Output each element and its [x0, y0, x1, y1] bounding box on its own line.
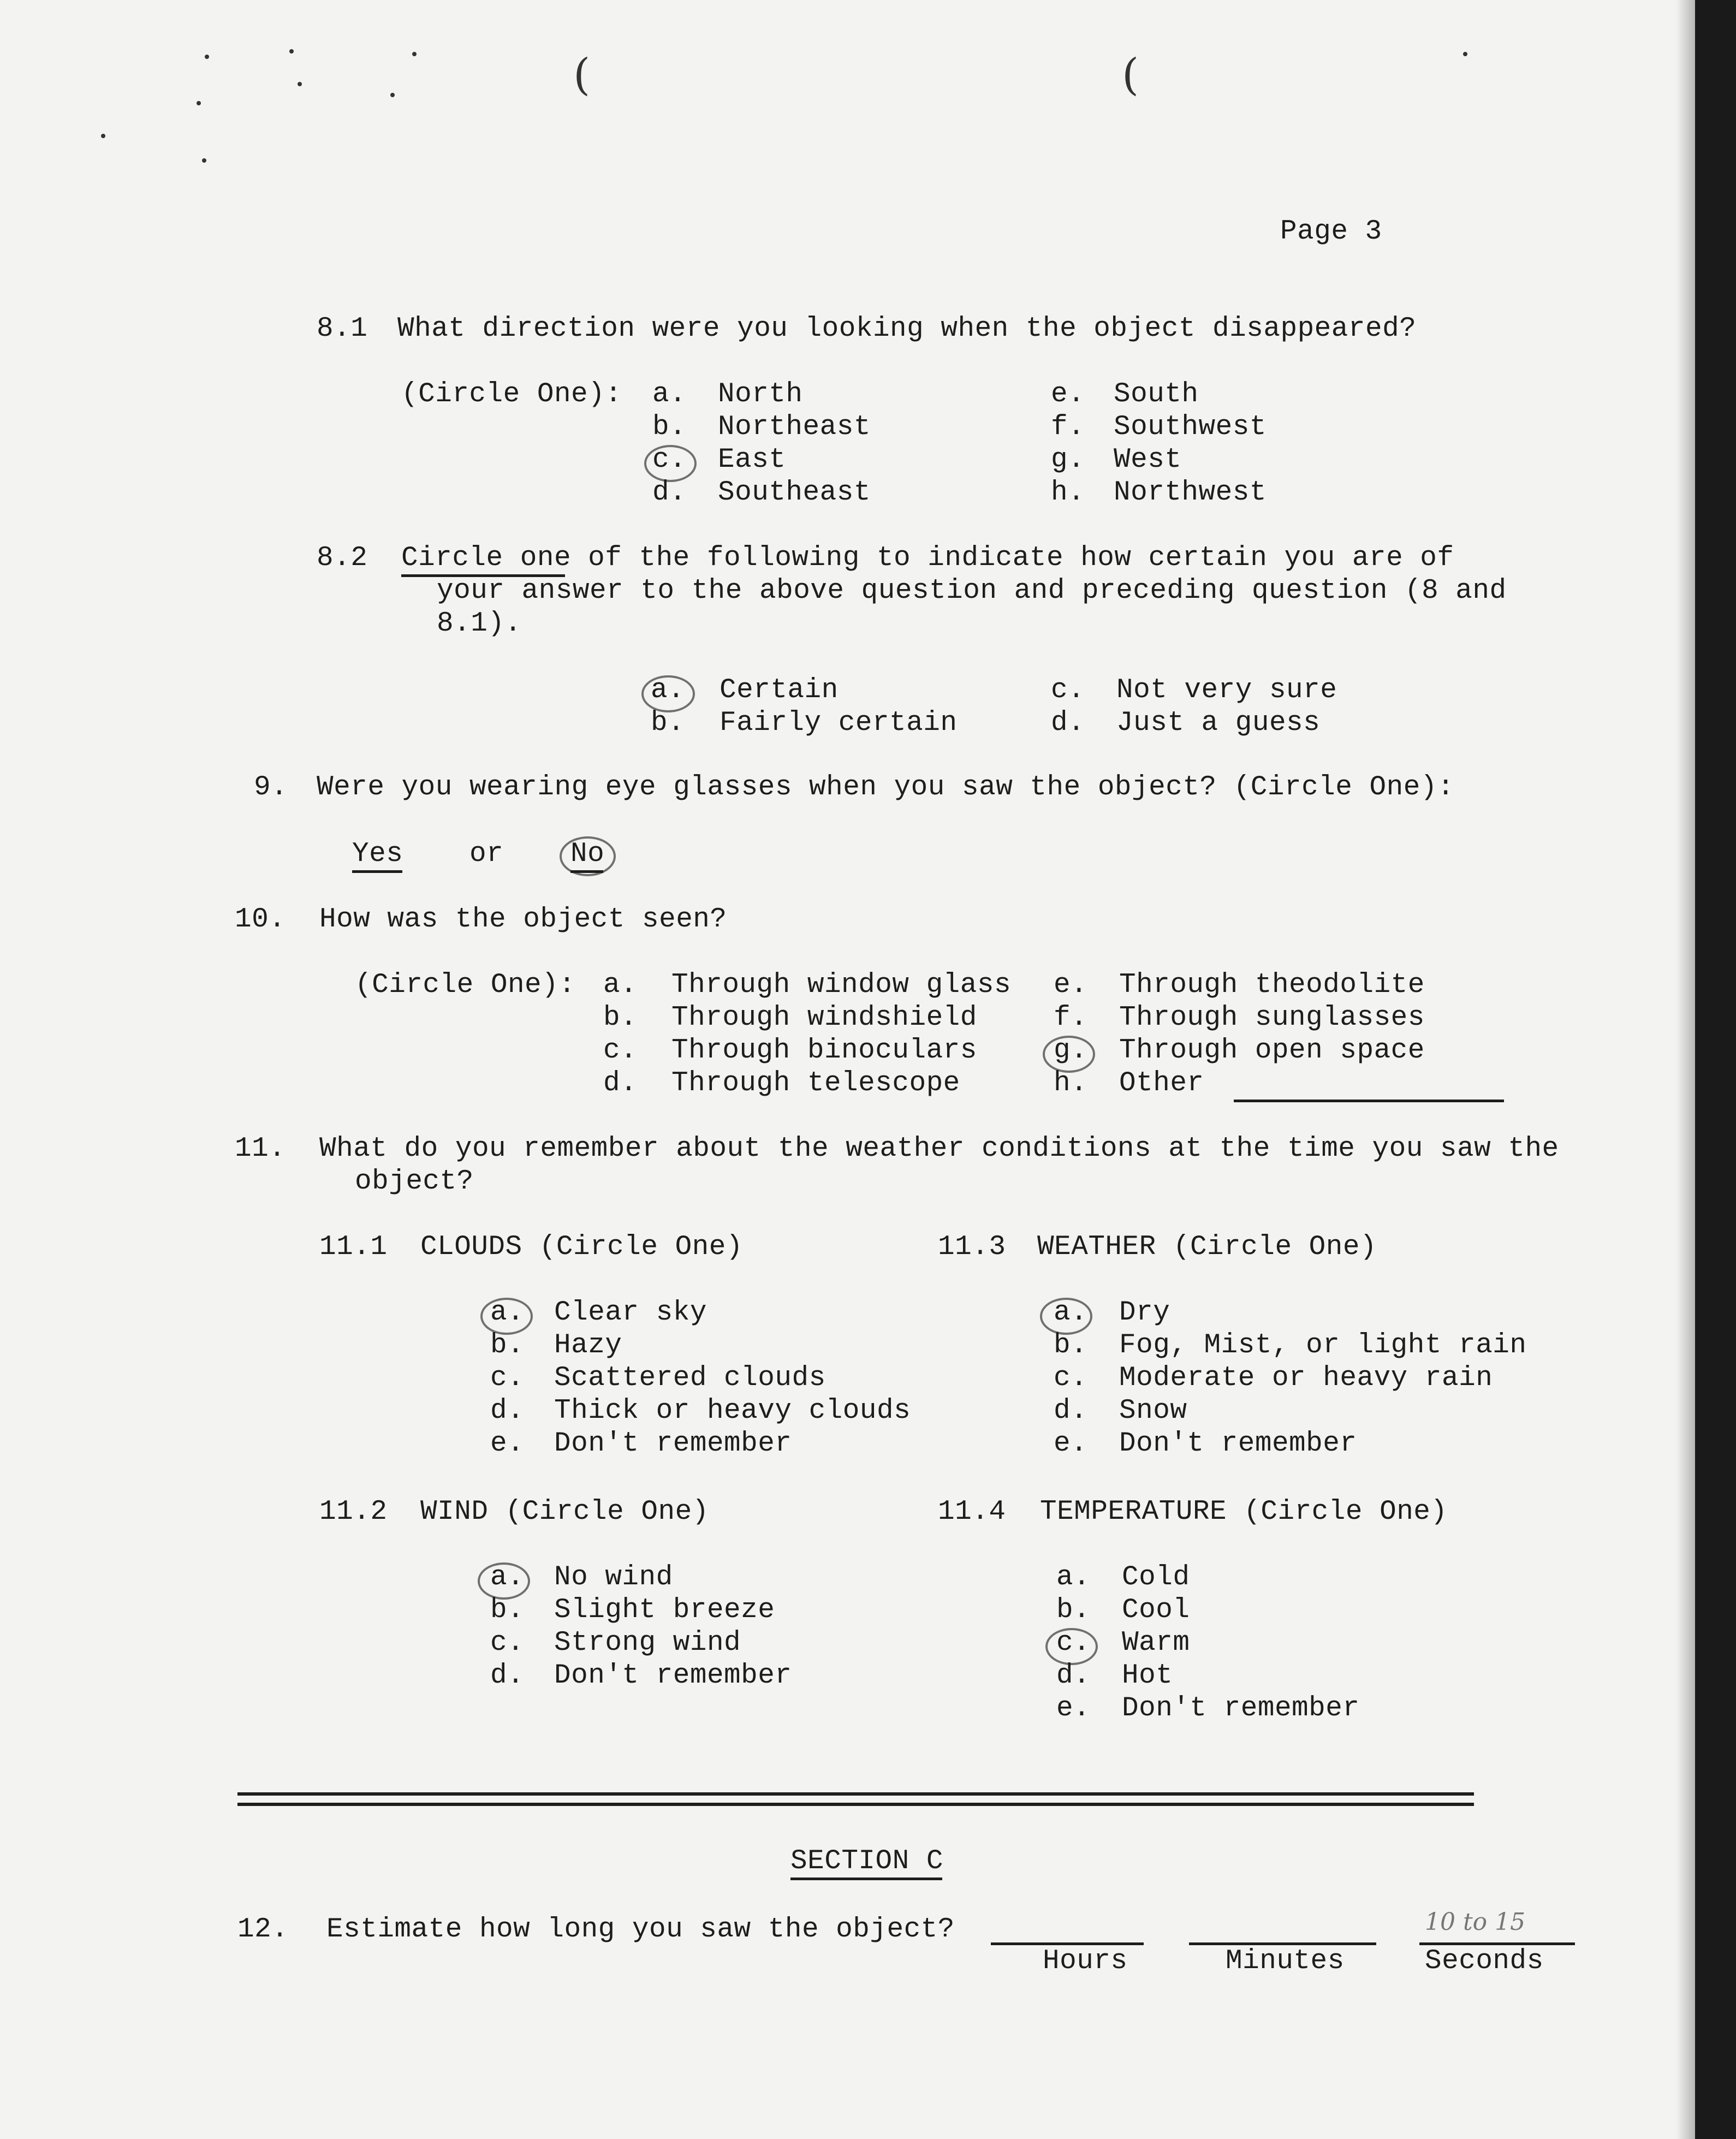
punch-hole-mark: (: [573, 49, 591, 100]
option-text[interactable]: Fog, Mist, or light rain: [1119, 1330, 1527, 1361]
option-text[interactable]: East: [718, 444, 786, 476]
question-text: How was the object seen?: [319, 904, 727, 935]
option-letter: c.: [490, 1363, 525, 1394]
option-letter: a.: [490, 1562, 525, 1593]
subquestion-number: 11.1: [319, 1232, 388, 1263]
section-divider: [237, 1803, 1474, 1806]
option-letter: d.: [490, 1395, 525, 1427]
option-letter: a.: [1056, 1562, 1091, 1593]
option-text[interactable]: Southeast: [718, 477, 871, 508]
option-text[interactable]: Moderate or heavy rain: [1119, 1363, 1493, 1394]
scan-speck: [205, 55, 209, 59]
no-option[interactable]: No: [570, 839, 605, 870]
underline: [352, 870, 402, 873]
scan-speck: [197, 101, 201, 105]
option-letter: e.: [1051, 379, 1085, 410]
option-letter: g.: [1054, 1035, 1088, 1066]
option-text[interactable]: Northwest: [1114, 477, 1267, 508]
option-text[interactable]: Warm: [1122, 1627, 1190, 1659]
option-letter: e.: [490, 1428, 525, 1459]
option-text[interactable]: Not very sure: [1116, 675, 1337, 706]
option-text[interactable]: Through theodolite: [1119, 970, 1425, 1001]
hours-label: Hours: [1043, 1946, 1128, 1977]
option-letter: a.: [651, 675, 685, 706]
option-text[interactable]: Don't remember: [1119, 1428, 1357, 1459]
option-text[interactable]: Cold: [1122, 1562, 1190, 1593]
option-text[interactable]: Don't remember: [554, 1428, 792, 1459]
underline: [570, 870, 603, 873]
question-text: Estimate how long you saw the object?: [326, 1914, 955, 1945]
option-text[interactable]: Dry: [1119, 1297, 1170, 1328]
option-letter: a.: [1054, 1297, 1088, 1328]
scan-speck: [1463, 52, 1467, 56]
option-text[interactable]: Just a guess: [1116, 708, 1321, 739]
subquestion-title: TEMPERATURE (Circle One): [1040, 1496, 1448, 1528]
option-letter: a.: [603, 970, 638, 1001]
seconds-label: Seconds: [1425, 1946, 1544, 1977]
option-letter: b.: [1056, 1595, 1091, 1626]
option-text[interactable]: Other: [1119, 1068, 1204, 1099]
question-text: Were you wearing eye glasses when you saw the object? (Circle One):: [317, 772, 1455, 803]
option-text[interactable]: Through window glass: [671, 970, 1012, 1001]
option-text[interactable]: South: [1114, 379, 1199, 410]
option-text[interactable]: Through sunglasses: [1119, 1002, 1425, 1033]
or-label: or: [469, 839, 504, 870]
seconds-handwritten-value[interactable]: 10 to 15: [1425, 1908, 1526, 1936]
option-text[interactable]: Certain: [720, 675, 839, 706]
question-number: 9.: [254, 772, 288, 803]
subquestion-number: 11.4: [938, 1496, 1006, 1528]
scan-speck: [390, 93, 395, 97]
option-text[interactable]: No wind: [554, 1562, 673, 1593]
question-number: 8.2: [317, 543, 368, 574]
scan-speck: [412, 52, 417, 56]
option-text[interactable]: Cool: [1122, 1595, 1190, 1626]
scan-speck: [202, 158, 206, 163]
scan-speck: [101, 134, 105, 138]
option-letter: d.: [1056, 1660, 1091, 1691]
scan-speck: [289, 49, 294, 54]
option-text[interactable]: Thick or heavy clouds: [554, 1395, 911, 1427]
option-letter: d.: [1054, 1395, 1088, 1427]
option-letter: d.: [603, 1068, 638, 1099]
option-letter: c.: [652, 444, 687, 476]
option-text[interactable]: Through binoculars: [671, 1035, 977, 1066]
option-text[interactable]: Snow: [1119, 1395, 1187, 1427]
option-text[interactable]: Through open space: [1119, 1035, 1425, 1066]
option-text[interactable]: Scattered clouds: [554, 1363, 826, 1394]
question-text: object?: [355, 1166, 474, 1197]
option-letter: b.: [490, 1330, 525, 1361]
option-text[interactable]: Fairly certain: [720, 708, 958, 739]
scan-edge-shadow: [1676, 0, 1695, 2139]
option-letter: a.: [490, 1297, 525, 1328]
option-letter: d.: [1051, 708, 1085, 739]
option-letter: c.: [603, 1035, 638, 1066]
option-letter: f.: [1051, 412, 1085, 443]
option-text[interactable]: Northeast: [718, 412, 871, 443]
option-letter: e.: [1054, 1428, 1088, 1459]
underline: [790, 1877, 942, 1880]
other-blank-line[interactable]: [1234, 1100, 1504, 1102]
instruction-label: (Circle One):: [355, 970, 576, 1001]
option-text[interactable]: Don't remember: [1122, 1693, 1360, 1724]
option-text[interactable]: Hazy: [554, 1330, 622, 1361]
question-number: 12.: [237, 1914, 289, 1945]
option-text[interactable]: Hot: [1122, 1660, 1173, 1691]
question-text: What direction were you looking when the object disappeared?: [397, 313, 1417, 344]
option-letter: h.: [1051, 477, 1085, 508]
option-text[interactable]: Slight breeze: [554, 1595, 775, 1626]
option-letter: d.: [652, 477, 687, 508]
scan-speck: [298, 82, 302, 86]
option-letter: b.: [490, 1595, 525, 1626]
option-letter: e.: [1056, 1693, 1091, 1724]
section-title: SECTION C: [790, 1846, 943, 1877]
subquestion-title: WEATHER (Circle One): [1037, 1232, 1377, 1263]
option-text[interactable]: North: [718, 379, 803, 410]
question-number: 11.: [235, 1133, 286, 1164]
option-letter: c.: [1051, 675, 1085, 706]
question-number: 8.1: [317, 313, 368, 344]
option-letter: c.: [1056, 1627, 1091, 1659]
option-letter: h.: [1054, 1068, 1088, 1099]
option-letter: e.: [1054, 970, 1088, 1001]
option-letter: c.: [1054, 1363, 1088, 1394]
question-text: 8.1).: [437, 608, 522, 639]
option-letter: b.: [1054, 1330, 1088, 1361]
question-text: Circle one of the following to indicate how certain you are of: [401, 543, 1454, 574]
option-text[interactable]: Strong wind: [554, 1627, 741, 1659]
option-letter: d.: [490, 1660, 525, 1691]
option-text[interactable]: Don't remember: [554, 1660, 792, 1691]
question-text: your answer to the above question and preceding question (8 and: [437, 575, 1507, 607]
subquestion-title: CLOUDS (Circle One): [420, 1232, 743, 1263]
option-letter: b.: [603, 1002, 638, 1033]
yes-option[interactable]: Yes: [352, 839, 403, 870]
option-text[interactable]: Clear sky: [554, 1297, 707, 1328]
option-letter: a.: [652, 379, 687, 410]
minutes-label: Minutes: [1226, 1946, 1345, 1977]
option-text[interactable]: Through windshield: [671, 1002, 977, 1033]
option-letter: c.: [490, 1627, 525, 1659]
option-letter: g.: [1051, 444, 1085, 476]
option-letter: f.: [1054, 1002, 1088, 1033]
punch-hole-mark: (: [1122, 49, 1139, 100]
option-text[interactable]: West: [1114, 444, 1182, 476]
question-number: 10.: [235, 904, 286, 935]
option-text[interactable]: Through telescope: [671, 1068, 960, 1099]
subquestion-title: WIND (Circle One): [420, 1496, 709, 1528]
instruction-label: (Circle One):: [401, 379, 622, 410]
subquestion-number: 11.3: [938, 1232, 1006, 1263]
subquestion-number: 11.2: [319, 1496, 388, 1528]
option-text[interactable]: Southwest: [1114, 412, 1267, 443]
page-number: Page 3: [1280, 216, 1382, 247]
question-text: What do you remember about the weather conditions at the time you saw the: [319, 1133, 1559, 1164]
option-letter: b.: [651, 708, 685, 739]
section-divider: [237, 1792, 1474, 1796]
option-letter: b.: [652, 412, 687, 443]
